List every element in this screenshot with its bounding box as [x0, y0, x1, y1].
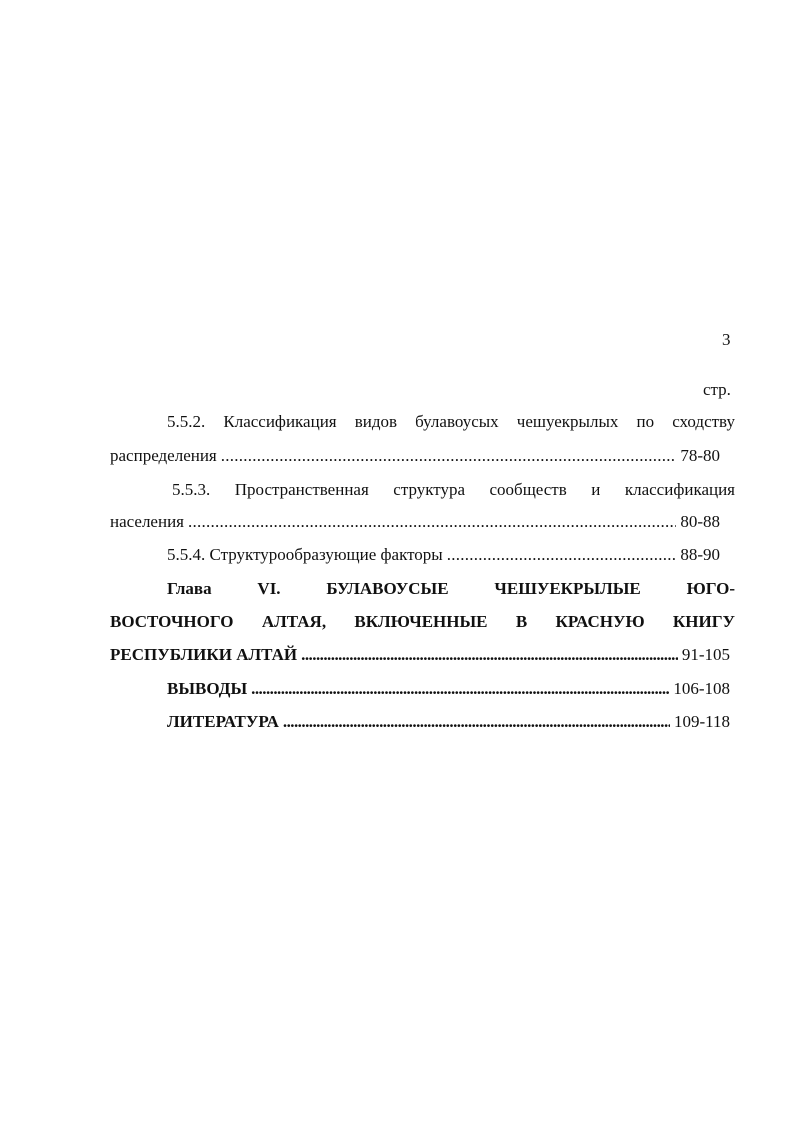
- toc-entry-title: 5.5.4. Структурообразующие факторы: [167, 545, 443, 564]
- toc-entry-title: РЕСПУБЛИКИ АЛТАЙ: [110, 645, 298, 664]
- dot-leader: [301, 645, 678, 665]
- toc-entry-pages: 80-88: [680, 512, 720, 531]
- toc-entry-pages: 78-80: [680, 446, 720, 465]
- toc-entry-title: ВЫВОДЫ: [167, 679, 248, 698]
- toc-entry-pages: 88-90: [680, 545, 720, 564]
- toc-entry-literature: [167, 712, 730, 732]
- toc-entry-5-5-4: [167, 545, 720, 565]
- dot-leader: [283, 712, 670, 732]
- toc-entry-title: населения: [110, 512, 184, 531]
- toc-entry-conclusions: [167, 679, 730, 699]
- toc-entry-title: распределения: [110, 446, 217, 465]
- pages-column-label: стр.: [703, 380, 731, 399]
- dot-leader: [188, 512, 676, 532]
- toc-entry-pages: 91-105: [681, 645, 730, 664]
- toc-chapter-6-line3: [110, 645, 730, 665]
- dot-leader: [251, 679, 669, 699]
- toc-entry-pages: 109-118: [673, 712, 730, 731]
- toc-entry-title: ЛИТЕРАТУРА: [167, 712, 279, 731]
- toc-entry-5-5-3-line1: 5.5.3. Пространственная структура сообществ и классификация: [172, 480, 735, 499]
- toc-entry-5-5-2-line2: [110, 446, 720, 466]
- dot-leader: [447, 545, 677, 565]
- toc-entry-5-5-3-line2: [110, 512, 720, 532]
- dot-leader: [221, 446, 677, 466]
- toc-chapter-6-line1: Глава VI. БУЛАВОУСЫЕ ЧЕШУЕКРЫЛЫЕ ЮГО-: [167, 579, 735, 598]
- toc-chapter-6-line2: ВОСТОЧНОГО АЛТАЯ, ВКЛЮЧЕННЫЕ В КРАСНУЮ КНИГУ: [110, 612, 735, 631]
- toc-entry-5-5-2-line1: 5.5.2. Классификация видов булавоусых чешуекрылых по сходству: [167, 412, 735, 431]
- toc-entry-pages: 106-108: [673, 679, 730, 698]
- page-number: 3: [722, 330, 731, 349]
